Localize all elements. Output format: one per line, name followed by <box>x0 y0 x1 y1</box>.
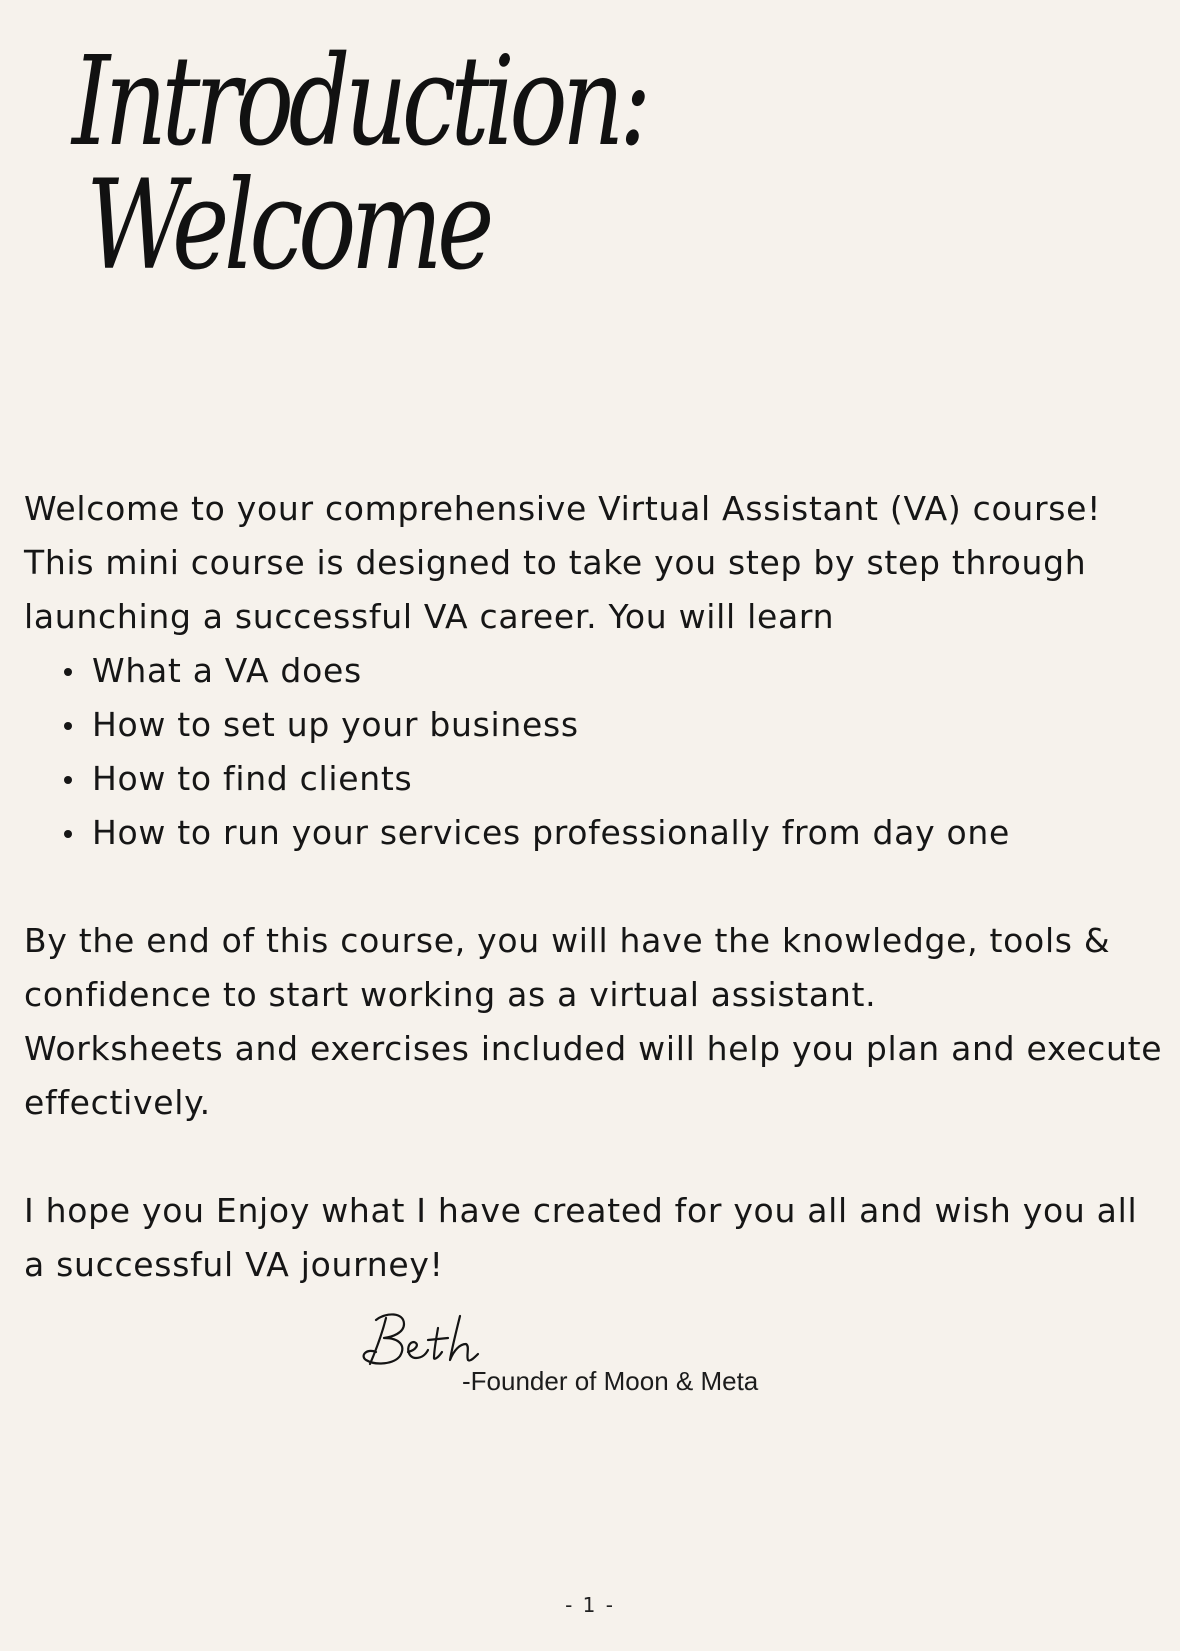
list-item: How to set up your business <box>92 698 1164 752</box>
closing-paragraph: I hope you Enjoy what I have created for you all and wish you all a successful VA journey! <box>24 1191 1138 1284</box>
list-item: How to find clients <box>92 752 1164 806</box>
title-line-introduction: Introduction: <box>72 30 647 174</box>
learning-list <box>24 644 1164 860</box>
list-item: How to run your services professionally from day one <box>92 806 1164 860</box>
worksheets-paragraph: Worksheets and exercises included will help you plan and execute effectively. <box>24 1029 1163 1122</box>
list-item: What a VA does <box>92 644 1164 698</box>
outcome-paragraph: By the end of this course, you will have the knowledge, tools & confidence to start working as a virtual assistant. <box>24 921 1111 1014</box>
founder-title: -Founder of Moon & Meta <box>462 1366 759 1396</box>
spacer <box>24 1130 1164 1184</box>
page-number: - 1 - <box>565 1593 615 1617</box>
page-title <box>72 30 647 298</box>
body-text <box>24 482 1164 1292</box>
spacer <box>24 860 1164 914</box>
intro-paragraph: Welcome to your comprehensive Virtual Assistant (VA) course! This mini course is designed to take you step by step through launching a successful VA career. You will learn <box>24 489 1102 636</box>
title-line-welcome: Welcome <box>86 154 489 298</box>
